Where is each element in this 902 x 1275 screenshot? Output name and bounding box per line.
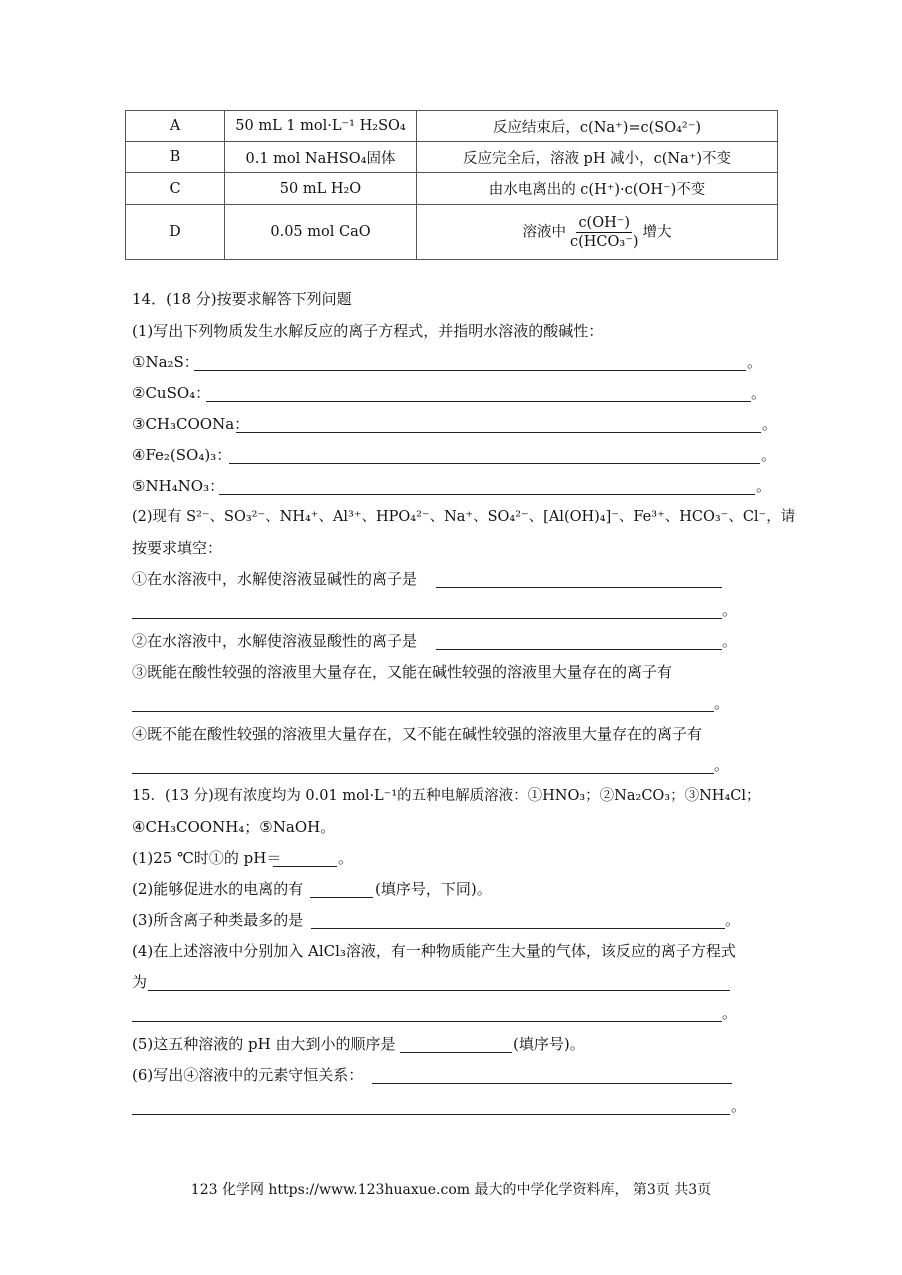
q14-item-label: ⑤NH₄NO₃：	[132, 477, 225, 495]
table-row	[126, 205, 778, 260]
answer-blank[interactable]	[148, 990, 730, 991]
q15-part5: (5)这五种溶液的 pH 由大到小的顺序是	[132, 1035, 396, 1053]
period: 。	[714, 694, 730, 712]
answer-blank[interactable]	[219, 494, 755, 495]
row-label: C	[126, 173, 225, 205]
fraction-numerator: c(OH⁻)	[578, 214, 631, 231]
period: 。	[751, 384, 767, 402]
answer-blank[interactable]	[311, 928, 725, 929]
row-conclusion: 反应完全后，溶液 pH 减小，c(Na⁺)不变	[417, 142, 778, 173]
answer-blank[interactable]	[436, 587, 722, 588]
q15-part6: (6)写出④溶液中的元素守恒关系：	[132, 1066, 364, 1084]
q14-sub3: ③既能在酸性较强的溶液里大量存在，又能在碱性较强的溶液里大量存在的离子有	[132, 663, 673, 681]
row-label: B	[126, 142, 225, 173]
q14-item-label: ①Na₂S：	[132, 353, 199, 371]
period: 。	[747, 353, 763, 371]
row-reagent: 0.05 mol CaO	[225, 205, 417, 260]
row-reagent: 50 mL 1 mol·L⁻¹ H₂SO₄	[225, 111, 417, 142]
row-reagent: 50 mL H₂O	[225, 173, 417, 205]
question-14-title: 14．(18 分)按要求解答下列问题	[132, 290, 352, 308]
answer-blank[interactable]	[436, 649, 722, 650]
q14-part1-prompt: (1)写出下列物质发生水解反应的离子方程式，并指明水溶液的酸碱性：	[132, 322, 604, 340]
period: 。	[762, 415, 778, 433]
q14-part2-prompt-cont: 按要求填空：	[132, 539, 223, 557]
q14-part2-prompt: (2)现有 S²⁻、SO₃²⁻、NH₄⁺、Al³⁺、HPO₄²⁻、Na⁺、SO₄²⁻、[Al(OH)₄]⁻、Fe³⁺、HCO₃⁻、Cl⁻，请	[132, 509, 796, 525]
q14-item-label: ④Fe₂(SO₄)₃：	[132, 446, 232, 464]
answer-blank[interactable]	[132, 1021, 722, 1022]
row-label: A	[126, 111, 225, 142]
table-row	[126, 173, 778, 205]
q15-part2: (2)能够促进水的电离的有	[132, 880, 304, 898]
q15-part3: (3)所含离子种类最多的是	[132, 911, 304, 929]
q14-sub2: ②在水溶液中，水解使溶液显酸性的离子是	[132, 632, 418, 650]
q14-item-label: ③CH₃COONa：	[132, 415, 250, 433]
ratio-fraction	[568, 214, 641, 251]
answer-blank[interactable]	[273, 866, 337, 867]
row-reagent: 0.1 mol NaHSO₄固体	[225, 142, 417, 173]
q15-part4: (4)在上述溶液中分别加入 AlCl₃溶液，有一种物质能产生大量的气体，该反应的离子方程式	[132, 942, 736, 960]
row-conclusion: 反应结束后，c(Na⁺)=c(SO₄²⁻)	[417, 111, 778, 142]
q15-part4-cont: 为	[132, 973, 148, 991]
answer-blank[interactable]	[132, 1114, 730, 1115]
row-label: D	[126, 205, 225, 260]
period: 。	[714, 756, 730, 774]
question-15-title-cont: ④CH₃COONH₄；⑤NaOH。	[132, 818, 336, 836]
row-conclusion: 由水电离出的 c(H⁺)·c(OH⁻)不变	[417, 173, 778, 205]
period: 。	[756, 477, 772, 495]
period: 。	[761, 446, 777, 464]
answer-blank[interactable]	[372, 1083, 732, 1084]
answer-blank[interactable]	[400, 1052, 512, 1053]
q15-part1: (1)25 ℃时①的 pH＝	[132, 849, 282, 867]
answer-blank[interactable]	[236, 432, 761, 433]
table-row	[126, 142, 778, 173]
answer-blank[interactable]	[229, 463, 760, 464]
q14-item-label: ②CuSO₄：	[132, 384, 211, 402]
q15-part5-suffix: (填序号)。	[513, 1035, 585, 1053]
period: 。	[725, 911, 741, 929]
answer-blank[interactable]	[132, 773, 714, 774]
period: 。	[722, 1004, 738, 1022]
conclusion-suffix: 增大	[642, 224, 672, 240]
reagent-table	[125, 110, 778, 260]
answer-blank[interactable]	[310, 897, 373, 898]
answer-blank[interactable]	[206, 401, 751, 402]
row-conclusion	[417, 205, 778, 260]
period: 。	[722, 601, 738, 619]
page-footer: 123 化学网 https://www.123huaxue.com 最大的中学化学资料库， 第3页 共3页	[190, 1182, 712, 1198]
conclusion-prefix: 溶液中	[522, 224, 566, 240]
q14-sub4: ④既不能在酸性较强的溶液里大量存在，又不能在碱性较强的溶液里大量存在的离子有	[132, 725, 703, 743]
table-row	[126, 111, 778, 142]
answer-blank[interactable]	[132, 618, 722, 619]
q15-part2-suffix: (填序号，下同)。	[375, 880, 492, 898]
answer-blank[interactable]	[132, 711, 714, 712]
answer-blank[interactable]	[194, 370, 746, 371]
period: 。	[731, 1097, 747, 1115]
q14-sub1: ①在水溶液中，水解使溶液显碱性的离子是	[132, 570, 418, 588]
period: 。	[338, 849, 354, 867]
period: 。	[722, 632, 738, 650]
fraction-denominator: c(HCO₃⁻)	[569, 233, 639, 250]
question-15-title: 15．(13 分)现有浓度均为 0.01 mol·L⁻¹的五种电解质溶液：①HNO₃；②Na₂CO₃；③NH₄Cl；	[132, 788, 761, 804]
